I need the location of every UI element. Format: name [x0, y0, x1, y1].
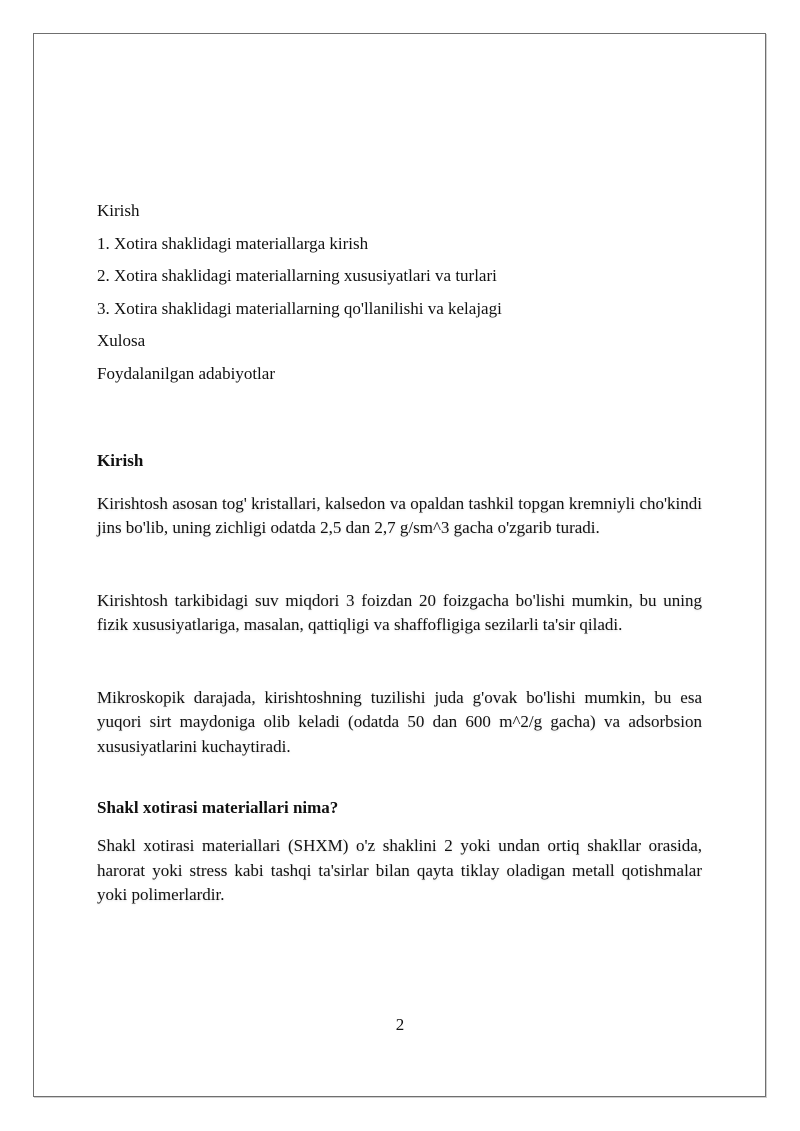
toc-item-intro: Kirish	[97, 201, 140, 220]
section-heading-shape-memory: Shakl xotirasi materiallari nima?	[97, 798, 339, 818]
toc-item-conclusion: Xulosa	[97, 331, 146, 351]
paragraph: Shakl xotirasi materiallari (SHXM) o'z shaklini 2 yoki undan ortiq shakllar orasida, harorat yoki stress kabi tashqi ta'sirlar bilan qayta tiklay oladigan metall qotishmalar yoki polimerlardir.	[97, 836, 702, 905]
toc-item-chapter-2: 2. Xotira shaklidagi materiallarning xususiyatlari va turlari	[97, 266, 497, 286]
toc-item-references: Foydalanilgan adabiyotlar	[97, 363, 275, 383]
toc-item-chapter-3: 3. Xotira shaklidagi materiallarning qo'llanilishi va kelajagi	[97, 298, 502, 318]
paragraph: Kirishtosh asosan tog' kristallari, kalsedon va opaldan tashkil topgan kremniyli cho'kindi jins bo'lib, uning zichligi odatda 2,5 dan 2,7 g/sm^3 gacha o'zgarib turadi.	[97, 493, 702, 538]
document-body	[97, 200, 702, 908]
paragraph: Mikroskopik darajada, kirishtoshning tuzilishi juda g'ovak bo'lishi mumkin, bu esa yuqori sirt maydoniga olib keladi (odatda 50 dan 600 m^2/g gacha) va adsorbsion xususiyatlarini kuchaytiradi.	[97, 687, 702, 756]
paragraph: Kirishtosh tarkibidagi suv miqdori 3 foizdan 20 foizgacha bo'lishi mumkin, bu uning fizik xususiyatlariga, masalan, qattiqligi va shaffofligiga sezilarli ta'sir qiladi.	[97, 590, 702, 635]
section-heading-intro: Kirish	[97, 450, 144, 470]
page-number: 2	[395, 1015, 405, 1034]
table-of-contents	[97, 200, 702, 385]
toc-item-chapter-1: 1. Xotira shaklidagi materiallarga kirish	[97, 233, 369, 253]
